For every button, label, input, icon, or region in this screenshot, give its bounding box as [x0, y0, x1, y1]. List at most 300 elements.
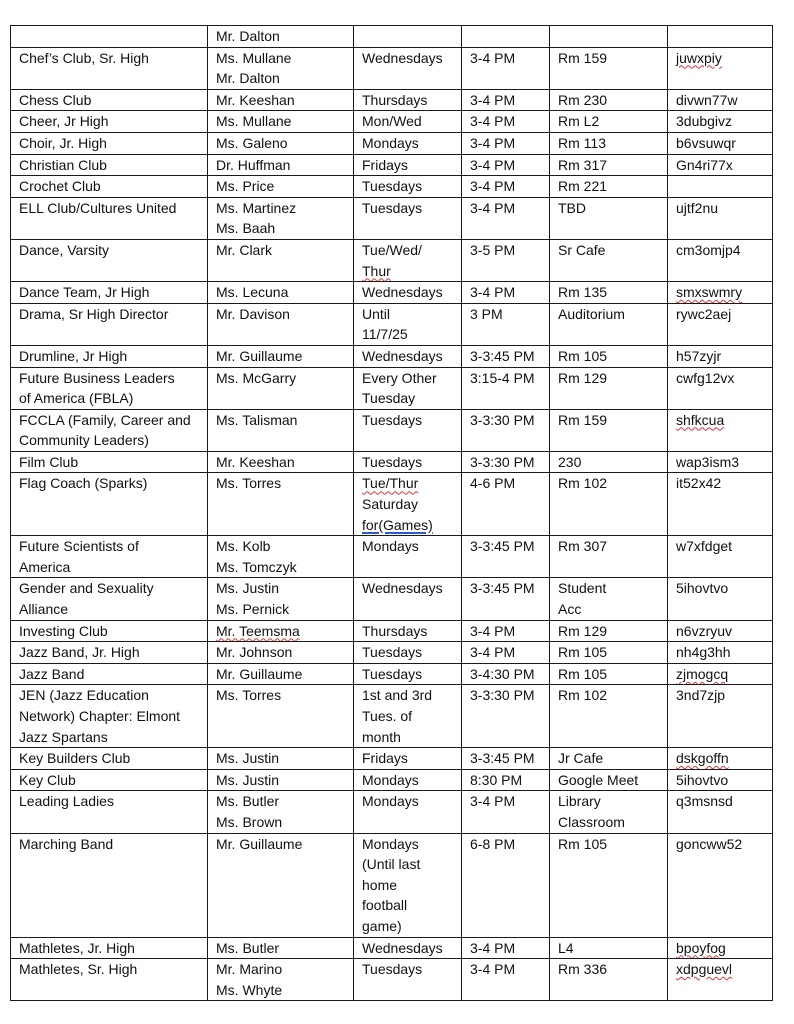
club-name-cell — [11, 769, 208, 791]
cell-line: Ms. Justin — [216, 771, 280, 788]
advisor-cell — [208, 769, 354, 791]
cell-line: it52x42 — [676, 475, 722, 492]
cell-line: Ms. Brown — [216, 813, 283, 830]
cell-line: Ms. Torres — [216, 475, 282, 492]
club-name-cell — [11, 959, 208, 1001]
room-cell — [550, 685, 668, 748]
table-row — [11, 89, 773, 111]
cell-line: 3nd7zjp — [676, 687, 726, 704]
cell-line: Wednesdays — [362, 347, 443, 364]
club-name-cell — [11, 47, 208, 89]
meeting-day-cell — [354, 282, 462, 304]
cell-line: Rm 129 — [558, 622, 608, 639]
meeting-time-cell — [462, 89, 550, 111]
cell-line: smxswmry — [676, 284, 743, 301]
cell-line: Saturday — [362, 496, 419, 513]
meeting-day-cell — [354, 89, 462, 111]
cell-line: Mr. Teemsma — [216, 622, 300, 639]
cell-line: Flag Coach (Sparks) — [19, 475, 148, 492]
room-cell — [550, 451, 668, 473]
cell-line: 3-4 PM — [470, 644, 516, 661]
table-row — [11, 536, 773, 578]
cell-line: q3msnsd — [676, 793, 733, 810]
meeting-time-cell — [462, 791, 550, 833]
club-name-cell — [11, 409, 208, 451]
club-name-cell — [11, 154, 208, 176]
meeting-time-cell — [462, 748, 550, 770]
cell-line: FCCLA (Family, Career and — [19, 411, 191, 428]
cell-line: n6vzryuv — [676, 622, 733, 639]
join-code-cell — [668, 239, 773, 281]
cell-line: Sr Cafe — [558, 241, 606, 258]
empty-line — [470, 26, 549, 47]
meeting-day-cell — [354, 536, 462, 578]
join-code-cell — [668, 197, 773, 239]
table-row — [11, 578, 773, 620]
meeting-time-cell — [462, 642, 550, 664]
cell-line: Ms. Torres — [216, 687, 282, 704]
cell-line: Rm L2 — [558, 113, 600, 130]
advisor-cell — [208, 89, 354, 111]
cell-line: Ms. Galeno — [216, 134, 288, 151]
meeting-day-cell — [354, 937, 462, 959]
join-code-cell — [668, 959, 773, 1001]
cell-line: Key Club — [19, 771, 76, 788]
meeting-time-cell — [462, 303, 550, 345]
cell-line: 3 PM — [470, 305, 503, 322]
cell-line: Mr. Dalton — [216, 70, 280, 87]
cell-line: Rm 102 — [558, 687, 608, 704]
cell-line: cm3omjp4 — [676, 241, 741, 258]
room-cell — [550, 578, 668, 620]
cell-line: ELL Club/Cultures United — [19, 199, 177, 216]
meeting-time-cell — [462, 154, 550, 176]
cell-line: Rm 159 — [558, 49, 608, 66]
club-name-cell — [11, 663, 208, 685]
cell-line: Future Scientists of — [19, 538, 139, 555]
cell-line: Cheer, Jr High — [19, 113, 109, 130]
table-row — [11, 685, 773, 748]
cell-line: Chess Club — [19, 91, 92, 108]
cell-line: Leading Ladies — [19, 793, 114, 810]
cell-line: h57zyjr — [676, 347, 722, 364]
cell-line: Library — [558, 793, 601, 810]
join-code-cell — [668, 154, 773, 176]
meeting-time-cell — [462, 578, 550, 620]
table-row — [11, 642, 773, 664]
cell-line: shfkcua — [676, 411, 725, 428]
meeting-time-cell — [462, 937, 550, 959]
table-row — [11, 26, 773, 48]
advisor-cell — [208, 282, 354, 304]
cell-line: Dance Team, Jr High — [19, 284, 150, 301]
cell-line: Mondays — [362, 793, 419, 810]
advisor-cell — [208, 536, 354, 578]
meeting-day-cell — [354, 791, 462, 833]
cell-line: Thur — [362, 262, 391, 279]
room-cell — [550, 473, 668, 536]
club-name-cell — [11, 642, 208, 664]
table-row — [11, 303, 773, 345]
cell-line: 3-3:45 PM — [470, 750, 535, 767]
room-cell — [550, 791, 668, 833]
cell-line: Ms. Pernick — [216, 601, 290, 618]
advisor-cell — [208, 578, 354, 620]
cell-line: Ms. Tomczyk — [216, 558, 297, 575]
room-cell — [550, 937, 668, 959]
join-code-cell — [668, 833, 773, 937]
club-name-cell — [11, 345, 208, 367]
meeting-day-cell — [354, 345, 462, 367]
cell-line: Rm 105 — [558, 347, 608, 364]
table-row — [11, 937, 773, 959]
cell-line: Rm 102 — [558, 475, 608, 492]
cell-line: Crochet Club — [19, 178, 101, 195]
advisor-cell — [208, 642, 354, 664]
club-name-cell — [11, 833, 208, 937]
cell-line: Classroom — [558, 813, 625, 830]
cell-line: Mondays — [362, 134, 419, 151]
club-schedule-body — [11, 26, 773, 1001]
cell-line: Gn4ri77x — [676, 156, 733, 173]
club-name-cell — [11, 451, 208, 473]
table-row — [11, 620, 773, 642]
advisor-cell — [208, 937, 354, 959]
join-code-cell — [668, 111, 773, 133]
meeting-day-cell — [354, 473, 462, 536]
cell-line: 8:30 PM — [470, 771, 523, 788]
meeting-day-cell — [354, 451, 462, 473]
cell-line: Drama, Sr High Director — [19, 305, 169, 322]
cell-line: 5ihovtvo — [676, 771, 729, 788]
cell-line: for(Games) — [362, 516, 433, 533]
join-code-cell — [668, 282, 773, 304]
cell-line: Rm 105 — [558, 835, 608, 852]
cell-line: Tuesdays — [362, 178, 423, 195]
meeting-time-cell — [462, 345, 550, 367]
cell-line: 3-3:30 PM — [470, 411, 535, 428]
advisor-cell — [208, 959, 354, 1001]
cell-line: Wednesdays — [362, 580, 443, 597]
advisor-cell — [208, 367, 354, 409]
advisor-cell — [208, 132, 354, 154]
room-cell — [550, 239, 668, 281]
cell-line: Rm 105 — [558, 644, 608, 661]
cell-line: Drumline, Jr High — [19, 347, 128, 364]
cell-line: Mr. Keeshan — [216, 91, 295, 108]
room-cell — [550, 367, 668, 409]
advisor-cell — [208, 791, 354, 833]
cell-line: Mr. Johnson — [216, 644, 293, 661]
join-code-cell — [668, 642, 773, 664]
cell-line: Tuesdays — [362, 961, 423, 978]
cell-line: Rm 307 — [558, 538, 608, 555]
cell-line: Ms. Lecuna — [216, 284, 289, 301]
cell-line: Fridays — [362, 156, 408, 173]
room-cell — [550, 303, 668, 345]
cell-line: 3-3:30 PM — [470, 687, 535, 704]
cell-line: 6-8 PM — [470, 835, 516, 852]
meeting-day-cell — [354, 239, 462, 281]
cell-line: 3:15-4 PM — [470, 369, 535, 386]
empty-line — [362, 26, 461, 47]
advisor-cell — [208, 26, 354, 48]
cell-line: dskgoffn — [676, 750, 729, 767]
join-code-cell — [668, 536, 773, 578]
meeting-time-cell — [462, 473, 550, 536]
cell-line: Tue/Thur — [362, 475, 419, 492]
cell-line: Marching Band — [19, 835, 114, 852]
cell-line: Tuesdays — [362, 644, 423, 661]
cell-line: Alliance — [19, 601, 69, 618]
advisor-cell — [208, 176, 354, 198]
table-row — [11, 791, 773, 833]
club-schedule-table — [10, 25, 773, 1001]
cell-line: 3-4 PM — [470, 284, 516, 301]
meeting-day-cell — [354, 176, 462, 198]
table-row — [11, 132, 773, 154]
cell-line: football — [362, 897, 408, 914]
table-row — [11, 367, 773, 409]
advisor-cell — [208, 663, 354, 685]
join-code-cell — [668, 367, 773, 409]
cell-line: TBD — [558, 199, 586, 216]
meeting-time-cell — [462, 367, 550, 409]
join-code-cell — [668, 937, 773, 959]
meeting-time-cell — [462, 26, 550, 48]
cell-line: Mr. Guillaume — [216, 347, 303, 364]
room-cell — [550, 176, 668, 198]
cell-line: Ms. Talisman — [216, 411, 298, 428]
advisor-cell — [208, 451, 354, 473]
cell-line: 3-4 PM — [470, 793, 516, 810]
club-name-cell — [11, 303, 208, 345]
cell-line: Mondays — [362, 538, 419, 555]
cell-line: Tuesdays — [362, 411, 423, 428]
cell-line: 1st and 3rd — [362, 687, 433, 704]
join-code-cell — [668, 620, 773, 642]
room-cell — [550, 132, 668, 154]
meeting-day-cell — [354, 578, 462, 620]
cell-line: 3-4:30 PM — [470, 665, 535, 682]
club-name-cell — [11, 791, 208, 833]
cell-line: 3-4 PM — [470, 49, 516, 66]
cell-line: Tuesdays — [362, 665, 423, 682]
meeting-day-cell — [354, 748, 462, 770]
advisor-cell — [208, 833, 354, 937]
cell-line: Future Business Leaders — [19, 369, 175, 386]
cell-line: Dr. Huffman — [216, 156, 291, 173]
cell-line: Tuesday — [362, 390, 416, 407]
cell-line: bpoyfog — [676, 939, 726, 956]
cell-line: month — [362, 728, 401, 745]
room-cell — [550, 959, 668, 1001]
meeting-day-cell — [354, 111, 462, 133]
meeting-time-cell — [462, 47, 550, 89]
advisor-cell — [208, 748, 354, 770]
cell-line: Chef’s Club, Sr. High — [19, 49, 149, 66]
cell-line: Ms. Butler — [216, 793, 280, 810]
meeting-time-cell — [462, 833, 550, 937]
cell-line: Investing Club — [19, 622, 108, 639]
meeting-day-cell — [354, 154, 462, 176]
cell-line: 3-5 PM — [470, 241, 516, 258]
cell-line: Rm 336 — [558, 961, 608, 978]
meeting-day-cell — [354, 685, 462, 748]
cell-line: xdpguevl — [676, 961, 733, 978]
club-name-cell — [11, 748, 208, 770]
cell-line: Rm 129 — [558, 369, 608, 386]
cell-line: Ms. Price — [216, 178, 275, 195]
meeting-time-cell — [462, 282, 550, 304]
meeting-day-cell — [354, 26, 462, 48]
cell-line: Google Meet — [558, 771, 639, 788]
room-cell — [550, 620, 668, 642]
cell-line: Dance, Varsity — [19, 241, 109, 258]
cell-line: Rm 135 — [558, 284, 608, 301]
meeting-time-cell — [462, 959, 550, 1001]
cell-line: 3-3:45 PM — [470, 580, 535, 597]
cell-line: 3-4 PM — [470, 91, 516, 108]
cell-line: w7xfdget — [676, 538, 733, 555]
cell-line: 3dubgivz — [676, 113, 733, 130]
cell-line: juwxpiy — [676, 49, 722, 66]
club-name-cell — [11, 282, 208, 304]
cell-line: Rm 159 — [558, 411, 608, 428]
table-row — [11, 176, 773, 198]
room-cell — [550, 111, 668, 133]
join-code-cell — [668, 769, 773, 791]
meeting-day-cell — [354, 642, 462, 664]
join-code-cell — [668, 47, 773, 89]
cell-line: Mon/Wed — [362, 113, 422, 130]
meeting-day-cell — [354, 47, 462, 89]
room-cell — [550, 769, 668, 791]
join-code-cell — [668, 473, 773, 536]
cell-line: Mr. Guillaume — [216, 835, 303, 852]
cell-line: Thursdays — [362, 622, 428, 639]
cell-line: Tuesdays — [362, 453, 423, 470]
cell-line: Film Club — [19, 453, 79, 470]
table-row — [11, 748, 773, 770]
club-name-cell — [11, 197, 208, 239]
table-row — [11, 663, 773, 685]
cell-line: L4 — [558, 939, 574, 956]
cell-line: Wednesdays — [362, 284, 443, 301]
meeting-time-cell — [462, 197, 550, 239]
table-row — [11, 959, 773, 1001]
cell-line: ujtf2nu — [676, 199, 719, 216]
cell-line: Tues. of — [362, 708, 413, 724]
table-row — [11, 833, 773, 937]
meeting-day-cell — [354, 959, 462, 1001]
advisor-cell — [208, 111, 354, 133]
table-row — [11, 239, 773, 281]
cell-line: Jr Cafe — [558, 750, 604, 767]
cell-line: 11/7/25 — [362, 326, 408, 343]
cell-line: 4-6 PM — [470, 475, 516, 492]
table-row — [11, 282, 773, 304]
cell-line: Rm 230 — [558, 91, 608, 108]
cell-line: Ms. Baah — [216, 220, 276, 237]
cell-line: 3-4 PM — [470, 178, 516, 195]
meeting-time-cell — [462, 451, 550, 473]
cell-line: Jazz Spartans — [19, 728, 108, 745]
room-cell — [550, 282, 668, 304]
advisor-cell — [208, 303, 354, 345]
club-name-cell — [11, 536, 208, 578]
club-name-cell — [11, 473, 208, 536]
cell-line: home — [362, 876, 398, 893]
cell-line: Jazz Band — [19, 665, 85, 682]
cell-line: Community Leaders) — [19, 432, 149, 449]
meeting-time-cell — [462, 663, 550, 685]
cell-line: Mr. Guillaume — [216, 665, 303, 682]
cell-line: Rm 113 — [558, 134, 606, 151]
club-name-cell — [11, 239, 208, 281]
cell-line: 3-3:45 PM — [470, 538, 535, 555]
join-code-cell — [668, 791, 773, 833]
advisor-cell — [208, 409, 354, 451]
table-row — [11, 769, 773, 791]
join-code-cell — [668, 451, 773, 473]
cell-line: Mr. Dalton — [216, 28, 280, 44]
cell-line: 230 — [558, 453, 582, 470]
cell-line: Network) Chapter: Elmont — [19, 708, 181, 724]
cell-line: Tuesdays — [362, 199, 423, 216]
empty-line — [558, 26, 667, 47]
table-row — [11, 409, 773, 451]
cell-line: Rm 221 — [558, 178, 608, 195]
meeting-time-cell — [462, 620, 550, 642]
join-code-cell — [668, 132, 773, 154]
cell-line: (Until last — [362, 856, 421, 873]
club-name-cell — [11, 367, 208, 409]
table-row — [11, 154, 773, 176]
cell-line: 3-4 PM — [470, 622, 516, 639]
room-cell — [550, 536, 668, 578]
meeting-day-cell — [354, 409, 462, 451]
meeting-time-cell — [462, 111, 550, 133]
cell-line: Mathletes, Sr. High — [19, 961, 138, 978]
club-name-cell — [11, 26, 208, 48]
cell-line: Mr. Clark — [216, 241, 272, 258]
cell-line: Ms. Mullane — [216, 113, 292, 130]
cell-line: 5ihovtvo — [676, 580, 729, 597]
join-code-cell — [668, 663, 773, 685]
room-cell — [550, 345, 668, 367]
cell-line: rywc2aej — [676, 305, 732, 322]
empty-line — [676, 26, 772, 47]
cell-line: 3-4 PM — [470, 961, 516, 978]
join-code-cell — [668, 303, 773, 345]
room-cell — [550, 154, 668, 176]
club-name-cell — [11, 620, 208, 642]
cell-line: Tue/Wed/ — [362, 241, 422, 258]
meeting-time-cell — [462, 176, 550, 198]
club-name-cell — [11, 111, 208, 133]
cell-line: cwfg12vx — [676, 369, 735, 386]
club-name-cell — [11, 685, 208, 748]
cell-line: wap3ism3 — [676, 453, 740, 470]
meeting-day-cell — [354, 303, 462, 345]
join-code-cell — [668, 409, 773, 451]
room-cell — [550, 47, 668, 89]
advisor-cell — [208, 685, 354, 748]
room-cell — [550, 409, 668, 451]
cell-line: Gender and Sexuality — [19, 580, 154, 597]
meeting-day-cell — [354, 367, 462, 409]
